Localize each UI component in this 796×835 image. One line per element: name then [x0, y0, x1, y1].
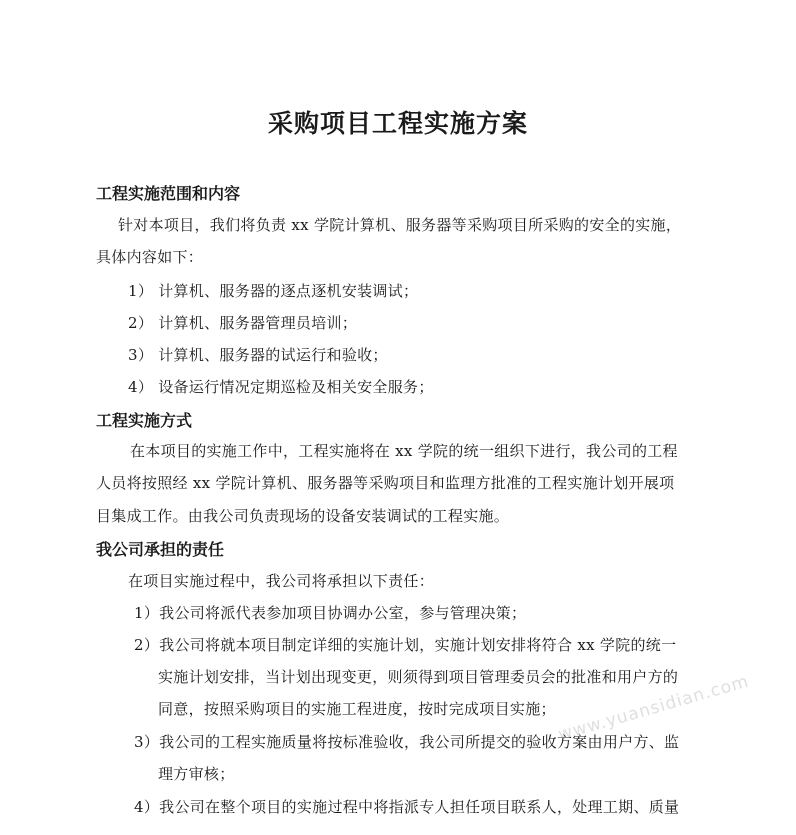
- paragraph-line: 在项目实施过程中，我公司将承担以下责任：: [128, 572, 435, 590]
- list-item: 3）我公司的工程实施质量将按标准验收，我公司所提交的验收方案由用户方、监: [134, 733, 680, 751]
- list-item-continuation: 理方审核；: [158, 765, 235, 783]
- paragraph-line: 目集成工作。由我公司负责现场的设备安装调试的工程实施。: [96, 507, 510, 525]
- list-item: 2）我公司将就本项目制定详细的实施计划，实施计划安排将符合 xx 学院的统一: [134, 636, 677, 654]
- list-item-continuation: 同意，按照采购项目的实施工程进度，按时完成项目实施；: [158, 700, 556, 718]
- list-item: 4）我公司在整个项目的实施过程中将指派专人担任项目联系人，处理工期、质量: [134, 798, 680, 816]
- section-heading-method: 工程实施方式: [96, 411, 193, 430]
- list-item: 4） 设备运行情况定期巡检及相关安全服务；: [128, 378, 434, 396]
- list-item: 1） 计算机、服务器的逐点逐机安装调试；: [128, 282, 419, 300]
- list-item-continuation: 实施计划安排，当计划出现变更，则须得到项目管理委员会的批准和用户方的: [158, 668, 679, 686]
- list-item: 1）我公司将派代表参加项目协调办公室，参与管理决策；: [134, 604, 527, 622]
- paragraph-line: 人员将按照经 xx 学院计算机、服务器等采购项目和监理方批准的工程实施计划开展项: [96, 474, 675, 492]
- section-heading-scope: 工程实施范围和内容: [96, 184, 241, 203]
- document-title: 采购项目工程实施方案: [267, 109, 528, 138]
- paragraph-line: 在本项目的实施工作中，工程实施将在 xx 学院的统一组织下进行，我公司的工程: [130, 442, 678, 460]
- paragraph-line: 具体内容如下：: [96, 248, 204, 266]
- watermark: www.yuansidian.com: [556, 671, 752, 746]
- section-heading-responsibility: 我公司承担的责任: [96, 540, 225, 559]
- list-item: 2） 计算机、服务器管理员培训；: [128, 314, 358, 332]
- list-item: 3） 计算机、服务器的试运行和验收；: [128, 346, 388, 364]
- paragraph-line: 针对本项目，我们将负责 xx 学院计算机、服务器等采购项目所采购的安全的实施，: [118, 216, 682, 234]
